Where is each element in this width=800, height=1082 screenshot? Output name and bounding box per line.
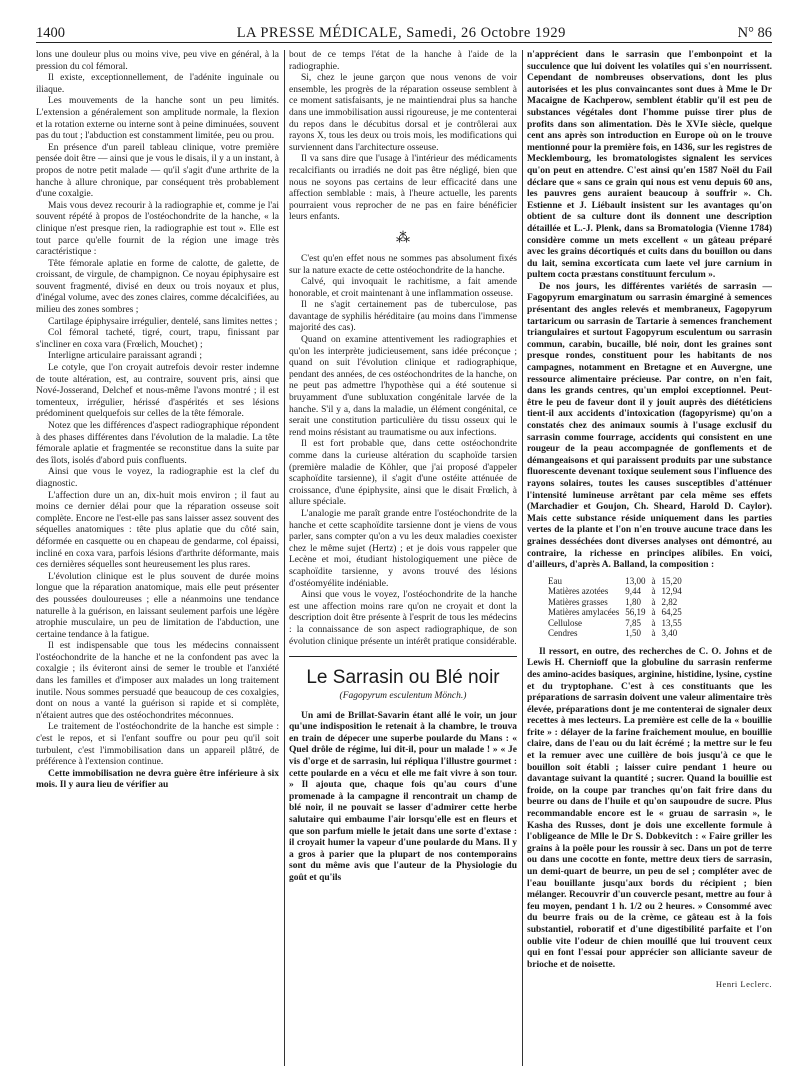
- table-row: Eau 13,00 à 15,20: [545, 576, 685, 587]
- column-right: [527, 50, 772, 1066]
- paragraph: L'analogie me paraît grande entre l'ostéochondrite de la hanche et cette scaphoïdite tarsienne dont je viens de vous parler, sans compter qu'on a vu les deux maladies coexister chez le même sujet (Hertz) ; et je dois vous rappeler que Lecène et moi, étudiant histologiquement une pièce de scaphoïdite tarsienne, y avons trouvé des lésions d'ostéomyélite indéniable.: [289, 508, 517, 589]
- component-max: 2,82: [661, 596, 678, 607]
- paragraph: Col fémoral tacheté, tigré, court, trapu, finissant par s'incliner en coxa vara (Frœlich, Mouchet) ;: [36, 328, 279, 350]
- paragraph: Notez que les différences d'aspect radiographique répondent à des phases différentes dans l'évolution de la maladie. La tête fémorale aplatie et fragmentée se reconstitue dans la suite par des îlots, isolés d'abord puis confluents.: [36, 421, 279, 466]
- paragraph: C'est qu'en effet nous ne sommes pas absolument fixés sur la nature exacte de cette ostéochondrite de la hanche.: [289, 253, 517, 276]
- component-max: 64,25: [661, 607, 682, 618]
- component-name: Eau: [548, 575, 562, 586]
- column-divider: [522, 50, 523, 1066]
- paragraph: Tête fémorale aplatie en forme de calotte, de galette, de croissant, de virgule, de champignon. Ce noyau épiphysaire est souvent fragmenté, divisé en deux ou trois noyaux et plus, d'inégal volume, avec des zones claires, comme décalcifiées, au milieu des zones sombres ;: [36, 258, 279, 316]
- component-name: Cendres: [548, 628, 578, 639]
- paragraph: Ainsi que vous le voyez, la radiographie est la clef du diagnostic.: [36, 467, 279, 489]
- column-middle: [289, 50, 517, 1066]
- issue-number: N° 86: [737, 25, 772, 41]
- table-row: Cendres 1,50 à 3,40: [545, 628, 685, 639]
- paragraph: Quand on examine attentivement les radiographies et qu'on les interprète judicieusement, sans idée préconçue ; quand on suit l'évolution clinique et radiographique, pendant des années, de ces ostéochondrites de la hanche, on ne peut pas admettre l'hypothèse qui a été soutenue si bruyamment d'une subluxation congénitale larvée de la hanche. S'il y a, dans la maladie, un élément congénital, ce serait une constitution particulière du tissu osseux qui le rend moins résistant au traumatisme ou aux infections.: [289, 335, 517, 438]
- paragraph: Les mouvements de la hanche sont un peu limités. L'extension a généralement son amplitude normale, la flexion et la rotation externe ou interne sont à peine diminuées, souvent pas du tout ; l'abduction est constamment limitée, peu ou prou.: [36, 96, 279, 142]
- paragraph: L'affection dure un an, dix-huit mois environ ; il faut au moins ce dernier délai pour que la réparation osseuse soit complète. Encore ne l'est-elle pas sans laisser assez souvent des séquelles anatomiques : tête plus aplatie que du côté sain, déformée en casquette ou en chapeau de gendarme, col épaissi, incliné en coxa vara, parfois lésions d'arthrite déformante, mais ces dernières séquelles sont heureusement les plus rares.: [36, 490, 279, 571]
- table-row: Cellulose 7,85 à 13,55: [545, 618, 685, 629]
- paragraph: Interligne articulaire paraissant agrandi ;: [48, 351, 203, 362]
- component-max: 12,94: [661, 586, 682, 597]
- component-name: Matières amylacées: [548, 607, 620, 618]
- paragraph: Il ne s'agit certainement pas de tuberculose, pas davantage de syphilis héréditaire (au moins dans l'immense majorité des cas).: [289, 300, 517, 334]
- author-signature: Henri Leclerc.: [715, 979, 772, 990]
- component-min: 13,00: [625, 575, 646, 586]
- component-max: 15,20: [661, 575, 682, 586]
- paragraph: Le cotyle, que l'on croyait autrefois devoir rester indemne de toute altération, est, au contraire, souvent pris, ainsi que Nové-Josserand, Delchef et nous-même l'avons montré ; il est tomenteux, irrégulier, hérissé d'aspérités et ses lésions prédominent quelquefois sur celles de la tête fémorale.: [36, 363, 279, 420]
- paragraph: Il est fort probable que, dans cette ostéochondrite comme dans la curieuse altération du scaphoïde tarsien (première maladie de Köhler, que j'ai proposé d'appeler scaphoïdite tarsienne), il s'agit d'une ostéite atténuée de croissance, d'une épiphysite, ainsi que le disait Frœlich, à allure spéciale.: [289, 439, 517, 508]
- journal-title: LA PRESSE MÉDICALE, Samedi, 26 Octobre 1929: [236, 25, 566, 41]
- composition-table: [545, 576, 685, 639]
- paragraph: Il est indispensable que tous les médecins connaissent l'ostéochondrite de la hanche et ne la confondent pas avec la coxalgie ; ils éviteront ainsi de semer le trouble et l'anxiété dans les familles et d'imposer aux malades un long traitement inutile. Nous sommes persuadé que beaucoup de ces coxalgies, dont on nous a vanté la guérison si rapide et si complète, n'étaient autres que des ostéochondrites méconnues.: [36, 641, 279, 721]
- paragraph: Un ami de Brillat-Savarin étant allé le voir, un jour qu'une indisposition le retenait à la chambre, le trouva en train de dépecer une superbe poularde du Mans : « Quel drôle de régime, lui dit-il, pour un malade ! » « Je vis d'orge et de sarrasin, lui répliqua l'illustre gourmet : cette poularde en a vécu et elle me fait vivre à son tour. » Il ajouta que, chaque fois qu'au cours d'une promenade à la campagne il rencontrait un champ de blé noir, il ne pouvait se lasser d'admirer cette herbe salutaire qui embaume l'air lorsqu'elle est en fleurs et que son parfum mielle le jetait dans une sorte d'extase : il croyait humer la vapeur d'une poularde du Mans. Il y a gros à parier que la plupart de nos contemporains sont du même avis que l'auteur de la Physiologie du goût et qu'ils: [289, 710, 517, 883]
- paragraph: Cartilage épiphysaire irrégulier, dentelé, sans limites nettes ;: [48, 316, 278, 327]
- paragraph: Il ressort, en outre, des recherches de C. O. Johns et de Lewis H. Chernioff que la globuline du sarrasin renferme des amino-acides basiques, arginine, histidine, lysine, cystine et du tryptophane. C'est à ces constituants que les préparations de sarrasin doivent une valeur alimentaire très élevée, préparations dont je me contenterai de signaler deux recettes à mes lecteurs. La première est celle de la « bouillie frite » : délayer de la farine fraîchement moulue, en bouillie claire, dans de l'eau ou du lait écrémé ; la mettre sur le feu et la remuer avec une cuillère de bois jusqu'à ce que le bouillon soit établi ; laisser cuire pendant 1 heure ou davantage suivant la quantité ; sucrer. Quand la bouillie est froide, on la coupe par tranches qu'on fait frire dans du beurre ou dans de l'huile et qu'on saupoudre de sucre. Plus recommandable encore est le « gruau de sarrasin », le Kasha des Russes, dont je dois une excellente formule à l'obligeance de Mlle le Dr S. Dobkevitch : « Faire griller les grains à la poêle pour les roussir à sec. Dans un pot de terre ou dans une cocotte en fonte, mettre deux tiers de sarrasin, un demi-quart de beurre, un peu de sel ; compléter avec de l'eau bouillante jusqu'aux bords du récipient ; bien mélanger. Recouvrir d'un couvercle pesant, mettre au four à feu moyen, pendant 1 h. 1/2 ou 2 heures. » Consommé avec du beurre frais ou de la crème, ce gâteau est à la fois substantiel, roboratif et d'une digestibilité parfaite et l'on oublie vite l'odeur de chien mouillé que lui trouvent ceux qui en font l'essai pour apprécier son alliciante saveur de brioche et de noisette.: [527, 646, 772, 970]
- paragraph: bout de ce temps l'état de la hanche à l'aide de la radiographie.: [289, 50, 517, 72]
- paragraph: Ainsi que vous le voyez, l'ostéochondrite de la hanche est une affection moins rare qu'on ne croyait et dont la description doit être présente à l'esprit de tous les médecins : la connaissance de son aspect radiographique, de son évolution clinique présente un intérêt pratique considérable.: [289, 590, 517, 647]
- page-number: 1400: [36, 25, 65, 41]
- article-title: Le Sarrasin ou Blé noir: [306, 667, 500, 689]
- component-name: Matières grasses: [548, 596, 608, 607]
- component-min: 1,50: [625, 628, 641, 639]
- component-min: 7,85: [625, 617, 641, 628]
- paragraph: Mais vous devez recourir à la radiographie et, comme je l'ai souvent répété à propos de l'ostéochondrite de la hanche, « la clinique n'est presque rien, la radiographie est tout ». Elle est tout parce qu'elle fournit de la région une image très caractéristique :: [36, 200, 279, 258]
- table-row: Matières grasses 1,80 à 2,82: [545, 597, 685, 608]
- component-max: 3,40: [661, 628, 678, 639]
- paragraph: Cette immobilisation ne devra guère être inférieure à six mois. Il y aura lieu de vérifier au: [36, 768, 279, 791]
- column-divider: [284, 50, 285, 1066]
- paragraph: De nos jours, les différentes variétés de sarrasin — Fagopyrum emarginatum ou sarrasin émarginé à semences présentant des angles relevés et membraneux, Fagopyrum tartaricum ou sarrasin de Tartarie à semences franchement triangulaires et surtout Fagopyrum esculentum ou sarrasin commun, carabin, bucaille, blé noir, dont les graines sont presque rondes, constituent pour les habitants de nos campagnes, notamment en Bretagne et en Auvergne, une ressource alimentaire précieuse. Par contre, on n'en fait, dans les grands centres, qu'un emploi exceptionnel. Peut-être le peu de faveur dont il y jouit auprès des diététiciens tient-il aux accidents d'intoxication (fagopyrisme) qu'on a constatés chez des animaux soumis à l'usage exclusif du sarrasin comme fourrage, accidents qui consistent en une rougeur de la peau accompagnée de gonflements et de démangeaisons et qui paraissent produits par une substance fluorescente devenant toxique seulement sous l'influence des rayons solaires, toutes les causes susceptibles d'atténuer l'intensité lumineuse arrêtant par cela même ses effets (Marchadier et Goujon, Ch. Sheard, Harold D. Caylor). Mais cette substance réside uniquement dans les parties vertes de la plante et l'on n'en trouve aucune trace dans les graines desséchées dont diverses analyses ont démontré, au contraire, la richesse en principes alibiles. En voici, d'ailleurs, d'après A. Balland, la composition :: [527, 281, 772, 571]
- component-min: 1,80: [625, 596, 641, 607]
- section-separator: ⁂: [396, 230, 410, 246]
- component-min: 56,19: [625, 607, 646, 618]
- paragraph: Calvé, qui invoquait le rachitisme, a fait amende honorable, et croit maintenant à une inflammation osseuse.: [289, 277, 517, 299]
- paragraph: Il va sans dire que l'usage à l'intérieur des médicaments recalcifiants ou irradiés ne doit pas être négligé, bien que nous ne soyons pas certains de leur efficacité dans une affection semblable : mais, à l'heure actuelle, les parents pourraient vous reprocher de ne pas en faire bénéficier leurs enfants.: [289, 154, 517, 223]
- component-name: Matières azotées: [548, 586, 609, 597]
- paragraph: lons une douleur plus ou moins vive, peu vive en général, à la pression du col fémoral.: [36, 50, 279, 72]
- paragraph: Le traitement de l'ostéochondrite de la hanche est simple : c'est le repos, et si l'enfant souffre ou pour peu qu'il soit turbulent, c'est l'immobilisation dans un appareil plâtré, de préférence à l'extension continue.: [36, 722, 279, 768]
- paragraph: L'évolution clinique est le plus souvent de durée moins longue que la réparation anatomique, mais elle peut présenter des poussées douloureuses ; elle a néanmoins une tendance naturelle à la guérison, en laissant seulement parfois une légère atrophie musculaire, un peu de limitation de l'abduction, une certaine tendance à la fatigue.: [36, 571, 279, 640]
- component-name: Cellulose: [548, 617, 582, 628]
- component-min: 9,44: [625, 586, 641, 597]
- table-row: Matières amylacées 56,19 à 64,25: [545, 607, 685, 618]
- paragraph: n'apprécient dans le sarrasin que l'embonpoint et la succulence que lui doivent les volatiles qui s'en nourrissent. Cependant de nombreuses observations, dont les plus autorisées et les plus convaincantes sont dues à Mme le Dr Macaigne de Kachperow, semblent établir qu'il est peu de substances végétales dont l'homme puisse tirer plus de profits dans son alimentation. Dès le XVIe siècle, quelque cent ans après son introduction en Europe où on le trouve mentionné pour la première fois, en 1436, sur les registres de Mecklembourg, les bromatologistes signalent les services qu'on peut en attendre. C'est ainsi qu'en 1587 Noël du Fail déclare que « sans ce grain qui nous est venu depuis 60 ans, les pauvres gens auraient beaucoup à souffrir ». Ch. Estienne et J. Liébault insistent sur les avantages qu'on obtient de sa culture dont ils donnent une description détaillée et L.-J. Plenk, dans sa Bromatologia (Vienne 1784) considère comme un mets excellent « un gâteau préparé avec les grains décortiqués et cuits dans du bouillon ou dans du lait, semina excorticata cum laete vel jure carnium in pultem cocta præstans constituunt ferculum ».: [527, 50, 772, 281]
- paragraph: En présence d'un pareil tableau clinique, votre première pensée doit être — ainsi que je vous le disais, il y a un instant, à propos de notre petit malade — qu'il s'agit d'une arthrite de la hanche à allure chronique, par conséquent très probablement d'une coxalgie.: [36, 142, 279, 200]
- column-left: [36, 50, 279, 1066]
- table-row: Matières azotées 9,44 à 12,94: [545, 586, 685, 597]
- paragraph: Il existe, exceptionnellement, de l'adénite inguinale ou iliaque.: [36, 73, 279, 95]
- article-subtitle: (Fagopyrum esculentum Mönch.): [339, 691, 467, 702]
- article-heading: [289, 656, 517, 703]
- page-header: [36, 20, 772, 43]
- paragraph: Si, chez le jeune garçon que nous venons de voir ensemble, les progrès de la réparation osseuse semblent à ce moment satisfaisants, je ne maintiendrai plus sa hanche dans une immobilisation aussi rigoureuse, je me contenterai du repos dans le décubitus dorsal et je contrôlerai aux rayons X, tous les deux ou trois mois, les modifications qui surviennent dans l'architecture osseuse.: [289, 73, 517, 153]
- component-max: 13,55: [661, 617, 682, 628]
